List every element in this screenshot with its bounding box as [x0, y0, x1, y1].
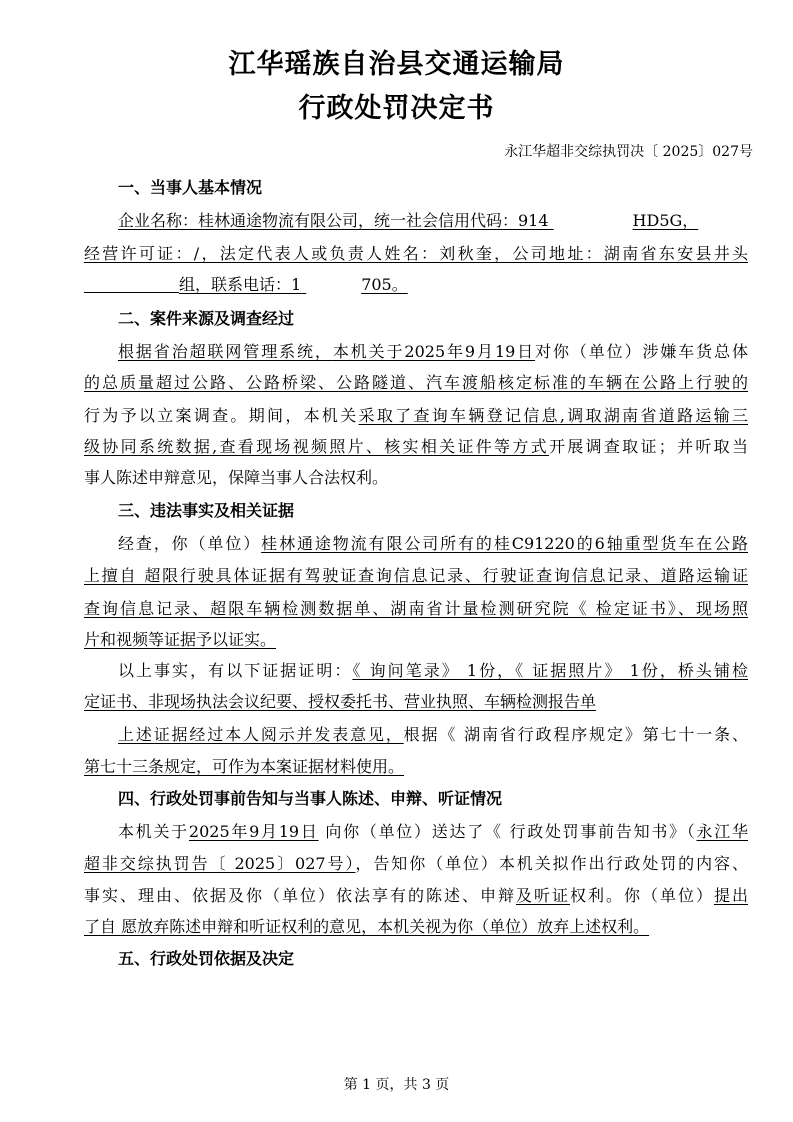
notice-line-1 — [118, 820, 748, 844]
case-investigation-methods: 采取了查询车辆登记信息,调取湖南省道路运输三 — [358, 406, 748, 425]
evidence-list: 定证书、非现场执法会议纪要、授权委托书、营业执照、车辆检测报告单 — [84, 692, 597, 711]
case-source-line-4 — [84, 435, 748, 459]
notice-text: 权利。你（单位） — [569, 886, 714, 905]
section-heading-penalty-basis: 五、行政处罚依据及决定 — [118, 949, 295, 968]
facts-evidence: 片和视频等证据予以证实。 — [84, 630, 277, 649]
section-heading-facts-evidence: 三、违法事实及相关证据 — [118, 501, 295, 520]
notice-number: 超非交综执罚告〔 2025〕027号） — [84, 854, 356, 873]
evidence-legal-basis: 根据《 湖南省行政程序规定》第七十一条、 — [403, 725, 748, 744]
case-source-line-1 — [118, 340, 748, 364]
redacted-phone — [301, 273, 361, 297]
facts-vehicle: 桂林通途物流有限公司所有的桂C91220的6轴重型货车在公路 — [261, 534, 748, 553]
evidence-review: 上述证据经过本人阅示并发表意见， — [118, 725, 404, 744]
section-heading-prior-notice: 四、行政处罚事前告知与当事人陈述、申辩、听证情况 — [118, 789, 503, 808]
case-source-system: 根据省治超联网管理系统， — [118, 342, 333, 361]
facts-line-2 — [84, 564, 748, 588]
notice-response: 了自 愿放弃陈述申辩和听证权利的意见，本机关视为你（单位）放弃上述权利。 — [84, 917, 650, 936]
facts-line-3 — [84, 597, 748, 621]
party-phone-suffix: 705。 — [361, 275, 408, 294]
notice-line-2 — [84, 852, 748, 876]
party-phone-label: 组，联系电话：1 — [179, 275, 302, 294]
notice-number: 永江华 — [696, 822, 748, 841]
party-info-line-3 — [84, 273, 748, 297]
page-indicator: 第 1 页，共 3 页 — [343, 1077, 450, 1093]
case-source-line-2 — [84, 371, 748, 395]
party-credit-code-suffix: HD5G， — [632, 211, 699, 230]
redacted-credit-code — [549, 209, 633, 233]
evidence-line-4 — [84, 755, 748, 779]
facts-line-4 — [84, 628, 748, 652]
facts-evidence: 上擅自 超限行驶具体证据有驾驶证查询信息记录、行驶证查询信息记录、道路运输证 — [84, 566, 748, 585]
evidence-list: 《 询问笔录》 1份，《 证据照片》 1份，桥头铺检 — [352, 661, 748, 680]
party-info-line-2 — [84, 242, 748, 266]
evidence-line-2 — [84, 690, 748, 714]
facts-line-1 — [118, 532, 748, 556]
notice-line-4 — [84, 915, 748, 939]
redacted-address — [84, 274, 179, 293]
document-title-agency: 江华瑶族自治县交通运输局 — [228, 49, 565, 80]
case-filing-date: 本机关于2025年9月19日 — [332, 342, 536, 361]
notice-text: 事实、理由、依据及你（单位）依法享有的陈述、申辩 — [84, 886, 516, 905]
case-source-line-5: 事人陈述申辩意见，保障当事人合法权利。 — [84, 468, 389, 487]
notice-text: ，告知你（单位）本机关拟作出行政处罚的内容、 — [355, 854, 748, 873]
case-source-text: 对你（单位）涉嫌车货总体 — [535, 342, 748, 361]
notice-response: 提出 — [713, 886, 748, 905]
evidence-line-1 — [118, 659, 748, 683]
case-investigation-methods: 级协同系统数据,查看现场视频照片、核实相关证件等方式 — [84, 437, 549, 456]
document-title-type: 行政处罚决定书 — [298, 93, 495, 124]
case-source-line-3 — [84, 404, 748, 428]
case-source-violation: 的总质量超过公路、公路桥梁、公路隧道、汽车渡船核定标准的车辆在公路上行驶的 — [84, 373, 748, 392]
notice-line-3 — [84, 884, 748, 908]
notice-text: 向你（单位）送达了《 行政处罚事前告知书》（ — [318, 822, 697, 841]
facts-evidence: 查询信息记录、超限车辆检测数据单、湖南省计量检测研究院《 检定证书》、现场照 — [84, 599, 748, 618]
evidence-legal-basis: 第七十三条规定，可作为本案证据材料使用。 — [84, 757, 405, 776]
party-license-and-address: 经营许可证：/，法定代表人或负责人姓名：刘秋奎，公司地址：湖南省东安县井头 — [84, 244, 748, 263]
facts-text: 经查，你（单位） — [118, 534, 262, 553]
evidence-intro: 以上事实，有以下证据证明： — [118, 661, 353, 680]
case-source-text: 行为予以立案调查。期间，本机关 — [84, 406, 359, 425]
party-company-and-credit-code: 企业名称：桂林通途物流有限公司，统一社会信用代码：914 — [118, 211, 549, 230]
document-number: 永江华超非交综执罚决〔 2025〕027号 — [504, 144, 753, 160]
case-source-text: 开展调查取证；并听取当 — [548, 437, 748, 456]
section-heading-case-source: 二、案件来源及调查经过 — [118, 309, 295, 328]
party-info-line-1 — [118, 209, 748, 233]
evidence-line-3 — [118, 723, 748, 747]
notice-date: 2025年9月19日 — [188, 822, 319, 841]
notice-hearing: 及听证 — [515, 886, 570, 905]
section-heading-party-info: 一、当事人基本情况 — [118, 178, 263, 197]
notice-text: 本机关于 — [118, 822, 189, 841]
